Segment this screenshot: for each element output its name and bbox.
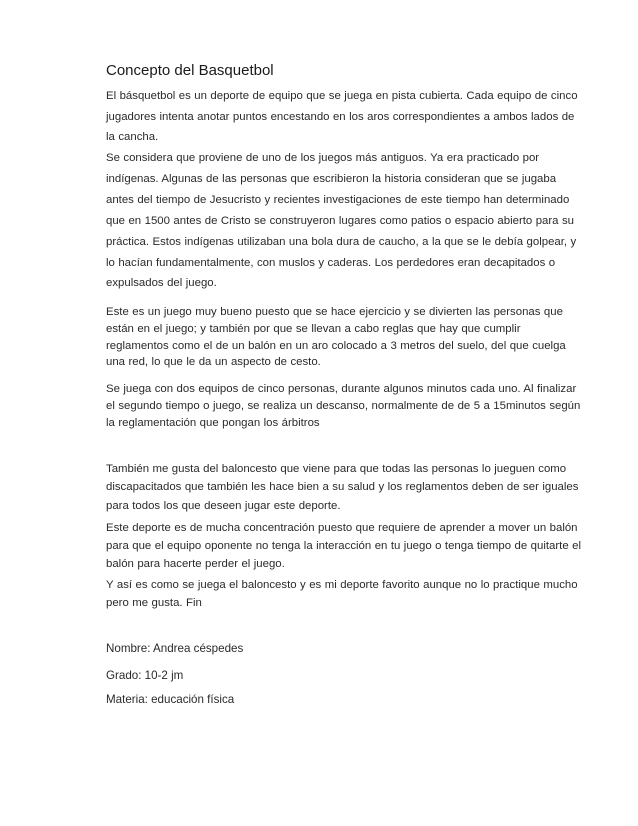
student-grade: Grado: 10-2 jm: [106, 669, 184, 682]
paragraph-inclusion: También me gusta del baloncesto que viene para que todas las personas lo jueguen como discapacitados que también les hace bien a su salud y los reglamentos deben de ser iguales para todos los que deseen jugar este deporte.: [106, 463, 579, 512]
subject-name: Materia: educación física: [106, 693, 235, 706]
paragraph-opinion: Este es un juego muy bueno puesto que se hace ejercicio y se divierten las personas que están en el juego; y también por que se llevan a cabo reglas que hay que cumplir reglamentos como el de un balón en un aro colocado a 3 metros del suelo, del que cuelga una red, lo que le da un aspecto de cesto.: [106, 306, 566, 369]
paragraph-conclusion: Y así es como se juega el baloncesto y es mi deporte favorito aunque no lo practique mucho pero me gusta. Fin: [106, 579, 578, 609]
document-title: Concepto del Basquetbol: [106, 62, 274, 79]
paragraph-concentration: Este deporte es de mucha concentración puesto que requiere de aprender a mover un balón para que el equipo oponente no tenga la interacción en tu juego o tenga tiempo de quitarte el balón para hacerte perder el juego.: [106, 522, 582, 570]
paragraph-rules: Se juega con dos equipos de cinco personas, durante algunos minutos cada uno. Al finalizar el segundo tiempo o juego, se realiza un descanso, normalmente de de 5 a 15minutos según la reglamentación que pongan los árbitros: [106, 383, 581, 429]
paragraph-history: Se considera que proviene de uno de los juegos más antiguos. Ya era practicado por indígenas. Algunas de las personas que escribieron la historia consideran que se jugaba antes del tiempo de Jesucristo y recientes investigaciones de este tiempo han determinado que en 1500 antes de Cristo se construyeron lugares como patios o espacio abierto para su práctica. Estos indígenas utilizaban una bola dura de caucho, a la que se le debía golpear, y lo hacían fundamentalmente, con muslos y caderas. Los perdedores eran decapitados o expulsados del juego.: [106, 152, 577, 290]
paragraph-intro: El básquetbol es un deporte de equipo que se juega en pista cubierta. Cada equipo de cinco jugadores intenta anotar puntos encestando en los aros correspondientes a ambos lados de la cancha.: [106, 90, 578, 144]
student-name: Nombre: Andrea céspedes: [106, 642, 244, 655]
